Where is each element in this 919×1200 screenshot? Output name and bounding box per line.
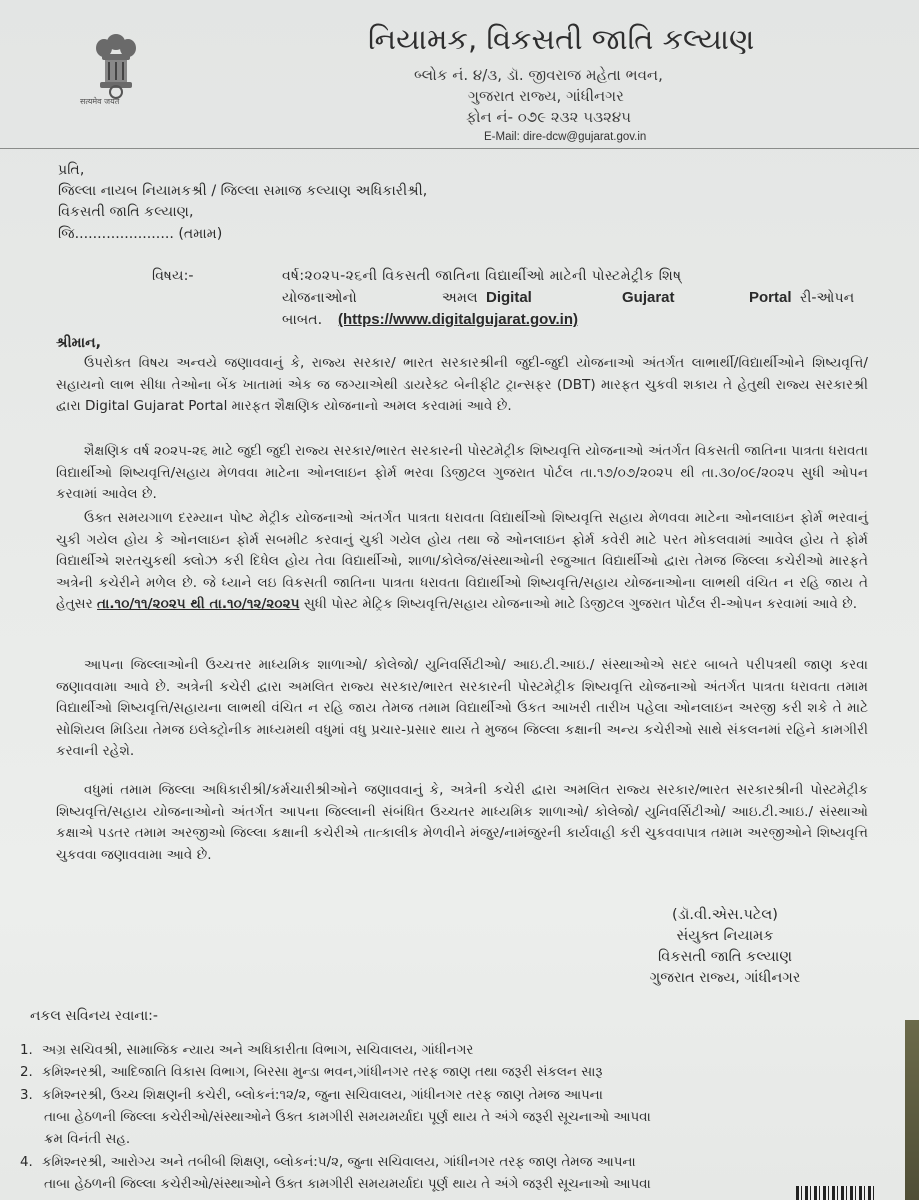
- item-text-cont: તાબા હેઠળની જિલ્લા કચેરીઓ/સંસ્થાઓને ઉક્ત કામગીરી સમયમર્યાદા પૂર્ણ થાય તે અંગે જરૂરી સૂચનાઓ આપવા: [44, 1177, 651, 1192]
- paragraph-4-text: આપના જિલ્લાઓની ઉચ્ચત્તર માધ્યમિક શાળાઓ/ કોલેજો/ યુનિવર્સિટીઓ/ આઇ.ટી.આઇ./ સંસ્થાઓએ સદર બાબતે પરીપત્રથી જાણ કરવા જણાવવામા આવે છે. અત્રેની કચેરી દ્વારા અમલિત રાજ્ય સરકાર/ભારત સરકારની પોસ્ટમેટ્રીક શિષ્યવૃત્તિ યોજનાઓ અંતર્ગત પાત્રતા ધરાવતા તમામ વિદ્યાર્થીઓ શિષ્યવૃત્તિ/સહાયના લાભથી વંચિત ન રહિ જાય તેમજ તમામ વિદ્યાર્થીઓ ઉકત આખરી તારીખ પહેલા ઓનલાઇન અરજી કરી શકે તે માટે સોશિયલ મિડિયા તેમજ ઇલેક્ટ્રોનીક માધ્યમથી વધુમાં વધુ પ્રચાર-પ્રસાર થાય તે મુજબ જિલ્લા કક્ષાની અન્ય કચેરીઓ સાથે સંકલનમાં રહિને કામગીરી કરવાની રહેશે.: [56, 657, 868, 759]
- paragraph-1-text: ઉપરોક્ત વિષય અન્વયે જણાવવાનું કે, રાજ્ય સરકાર/ ભારત સરકારશ્રીની જુદી-જુદી યોજનાઓ અંતર્ગત લાભાર્થી/વિદ્યાર્થીઓને શિષ્યવૃત્તિ/સહાયનો લાભ સીધા તેઓના બેંક ખાતામાં એક જ જગ્યાએથી ડાયરેક્ટ બેનીફીટ ટ્રાન્સફર (DBT) મારફત ચુકવી શકાય તે હેતુથી રાજ્ય સરકારશ્રી દ્વારા Digital Gujarat Portal મારફત શૈક્ષણિક યોજનાનો અમલ કરવામાં આવે છે.: [56, 355, 868, 414]
- addressee-line-1: જિલ્લા નાયબ નિયામકશ્રી / જિલ્લા સમાજ કલ્યાણ અધિકારીશ્રી,: [58, 183, 428, 199]
- item-text: અગ્ર સચિવશ્રી, સામાજિક ન્યાય અને અધિકારીતા વિભાગ, સચિવાલય, ગાંધીનગર: [42, 1043, 474, 1058]
- background-edge: [905, 1020, 919, 1200]
- subject-label: વિષય:-: [152, 268, 194, 284]
- signature-block: [610, 905, 840, 989]
- body-paragraph-4: [56, 655, 868, 763]
- item-text: કમિશ્નરશ્રી, ઉચ્ચ શિક્ષણની કચેરી, બ્લોકનં:૧૨/૨, જુના સચિવાલય, ગાંધીનગર તરફ જાણ તેમજ આપના: [42, 1088, 603, 1103]
- addressee-line-3: જિ...................... (તમામ): [58, 226, 223, 242]
- item-text: કમિશ્નરશ્રી, આદિજાતિ વિકાસ વિભાગ, બિરસા મુન્ડા ભવન,ગાંધીનગર તરફ જાણ તથા જરૂરી સંકલન સારૂ: [42, 1065, 603, 1080]
- paragraph-3-part-b: સુધી પોસ્ટ મેટ્રિક શિષ્યવૃત્તિ/સહાય યોજનાઓ માટે ડિજીટલ ગુજરાત પોર્ટલ રી-ઓપન કરવામાં આવે છે.: [299, 596, 858, 612]
- body-paragraph-3: [56, 508, 868, 616]
- copy-to-heading: નકલ સવિનય રવાના:-: [30, 1008, 158, 1024]
- digital-gujarat-link[interactable]: (https://www.digitalgujarat.gov.in): [338, 311, 578, 328]
- address-line-2: ગુજરાત રાજ્ય, ગાંધીનગર: [468, 87, 624, 105]
- body-paragraph-2: [56, 441, 868, 506]
- addressee-line-2: વિકસતી જાતિ કલ્યાણ,: [58, 204, 194, 220]
- signatory-name: (ડૉ.વી.એસ.પટેલ): [672, 907, 778, 923]
- qr-code-icon: [796, 1186, 874, 1200]
- paragraph-3-text: [56, 508, 868, 616]
- item-text-cont: તાબા હેઠળની જિલ્લા કચેરીઓ/સંસ્થાઓને ઉક્ત કામગીરી સમયમર્યાદા પૂર્ણ થાય તે અંગે જરૂરી સૂચનાઓ આપવા: [44, 1110, 651, 1125]
- subject-line-1: વર્ષ:૨૦૨૫-૨૬ની વિકસતી જાતિના વિદ્યાર્થીઓ માટેની પોસ્ટમેટ્રીક શિષ્: [282, 268, 682, 284]
- item-text: કમિશ્નરશ્રી, આરોગ્ય અને તબીબી શિક્ષણ, બ્લોકનં:૫/૨, જુના સચિવાલય, ગાંધીનગર તરફ જાણ તેમજ આપના: [42, 1155, 636, 1170]
- emblem-motto: सत्यमेव जयते: [80, 97, 120, 106]
- item-text-cont: ક્રમ વિનંતી સહ.: [44, 1132, 131, 1147]
- copy-to-item-1: [20, 1040, 880, 1062]
- subject-line-2b: અમલ: [442, 290, 478, 306]
- signatory-office: વિકસતી જાતિ કલ્યાણ: [658, 949, 792, 965]
- item-number: 1.: [20, 1043, 33, 1058]
- subject-line-2c: Digital: [486, 289, 532, 306]
- item-number: 4.: [20, 1155, 33, 1170]
- paragraph-3-part-a: ઉક્ત સમયગાળ દરમ્યાન પોષ્ટ મેટ્રીક યોજનાઓ અંતર્ગત પાત્રતા ધરાવતા વિદ્યાર્થીઓ શિષ્યવૃત્તિ સહાય મેળવવા માટેના ઓનલાઇન ફોર્મ ભરવાનું ચુકી ગયેલ હોય કે ઓનલાઇન ફોર્મ સબમીટ કરવાનું ચુકી ગયેલ હોય તથા જે ઓનલાઇન ફોર્મ કવેરી માટે પરત મોકલવામાં આવેલ હોય તે ફોર્મ વિદ્યાર્થીએ શરતચુકથી ક્લોઝ કરી દિધેલ હોય તેવા વિદ્યાર્થીઓ, શાળા/કોલેજ/સંસ્થાઓની રજુઆત વિદ્યાર્થીઓ દ્વારા તેમજ જિલ્લા કચેરીઓ મારફતે અત્રેની કચેરીને મળેલ છે. જે ધ્યાને લઇ વિકસતી જાતિના પાત્રતા ધરાવતા વિદ્યાર્થીઓ શિષ્યવૃત્તિ/સહાય યોજનાઓના લાભથી વંચિત ન રહિ જાય તે હેતુસર: [56, 510, 868, 612]
- subject-line-2a: યોજનાઓનો: [282, 290, 357, 306]
- paragraph-5-text: વધુમાં તમામ જિલ્લા અધિકારીશ્રી/કર્મચારીશ્રીઓને જણાવવાનું કે, અત્રેની કચેરી દ્વારા અમલિત રાજ્ય સરકાર/ભારત સરકારશ્રીની પોસ્ટમેટ્રીક શિષ્યવૃત્તિ/સહાય યોજનાઓનો અંતર્ગત આપના જિલ્લાની સંબંધિત ઉચ્ચતર માધ્યમિક શાળાઓ/ કોલેજો/ યુનિવર્સિટીઓ/ આઇ.ટી.આઇ./ સંસ્થાઓ કક્ષાએ પડતર તમામ અરજીઓ જિલ્લા કક્ષાની કચેરીએ તાત્કાલીક મેળવીને મંજુર/નામંજુરની કાર્યવાહી કરી ચુકવવાપાત્ર તમામ અરજીઓને શિષ્યવૃત્તિ ચુકવવા જણાવવામા આવે છે.: [56, 782, 868, 863]
- signatory-designation: સંયુક્ત નિયામક: [676, 928, 774, 944]
- body-paragraph-5: [56, 780, 868, 866]
- office-title: નિયામક, વિકસતી જાતિ કલ્યાણ: [368, 22, 755, 56]
- subject-line-2f: રી-ઓપન: [800, 290, 855, 306]
- salutation: શ્રીમાન,: [56, 335, 102, 351]
- subject-line-2e: Portal: [749, 289, 792, 306]
- header-divider: [0, 148, 919, 149]
- item-number: 2.: [20, 1065, 33, 1080]
- phone-number: ફોન નં- ૦૭૯ ૨૩૨ ૫૩૨૪૫: [466, 108, 632, 126]
- body-paragraph-1: [56, 353, 868, 418]
- copy-to-item-3: [20, 1085, 880, 1151]
- copy-to-item-2: [20, 1062, 880, 1084]
- item-number: 3.: [20, 1088, 33, 1103]
- reopen-date-range: તા.૧૦/૧૧/૨૦૨૫ થી તા.૧૦/૧૨/૨૦૨૫: [97, 596, 300, 612]
- signatory-place: ગુજરાત રાજ્ય, ગાંધીનગર: [649, 970, 801, 986]
- copy-to-item-4: [20, 1152, 880, 1196]
- email-address: E-Mail: dire-dcw@gujarat.gov.in: [484, 131, 647, 143]
- paragraph-2-text: શૈક્ષણિક વર્ષ ૨૦૨૫-૨૬ માટે જુદી જુદી રાજ્ય સરકાર/ભારત સરકારની પોસ્ટમેટ્રીક શિષ્યવૃત્તિ યોજનાઓ અંતર્ગત વિકસતી જાતિના પાત્રતા ધરાવતા વિદ્યાર્થીઓ શિષ્યવૃત્તિ/સહાય મેળવવા માટેના ઓનલાઇન ફોર્મ ભરવા ડિજીટલ ગુજરાત પોર્ટલ તા.૧૭/૦૭/૨૦૨૫ થી તા.૩૦/૦૯/૨૦૨૫ સુધી ઓપન કરવામાં આવેલ છે.: [56, 443, 868, 502]
- addressee-to: પ્રતિ,: [58, 162, 85, 178]
- subject-line-2d: Gujarat: [622, 289, 675, 306]
- address-line-1: બ્લોક નં. ૪/૩, ડૉ. જીવરાજ મહેતા ભવન,: [414, 66, 663, 84]
- subject-line-3: બાબત.: [282, 312, 323, 328]
